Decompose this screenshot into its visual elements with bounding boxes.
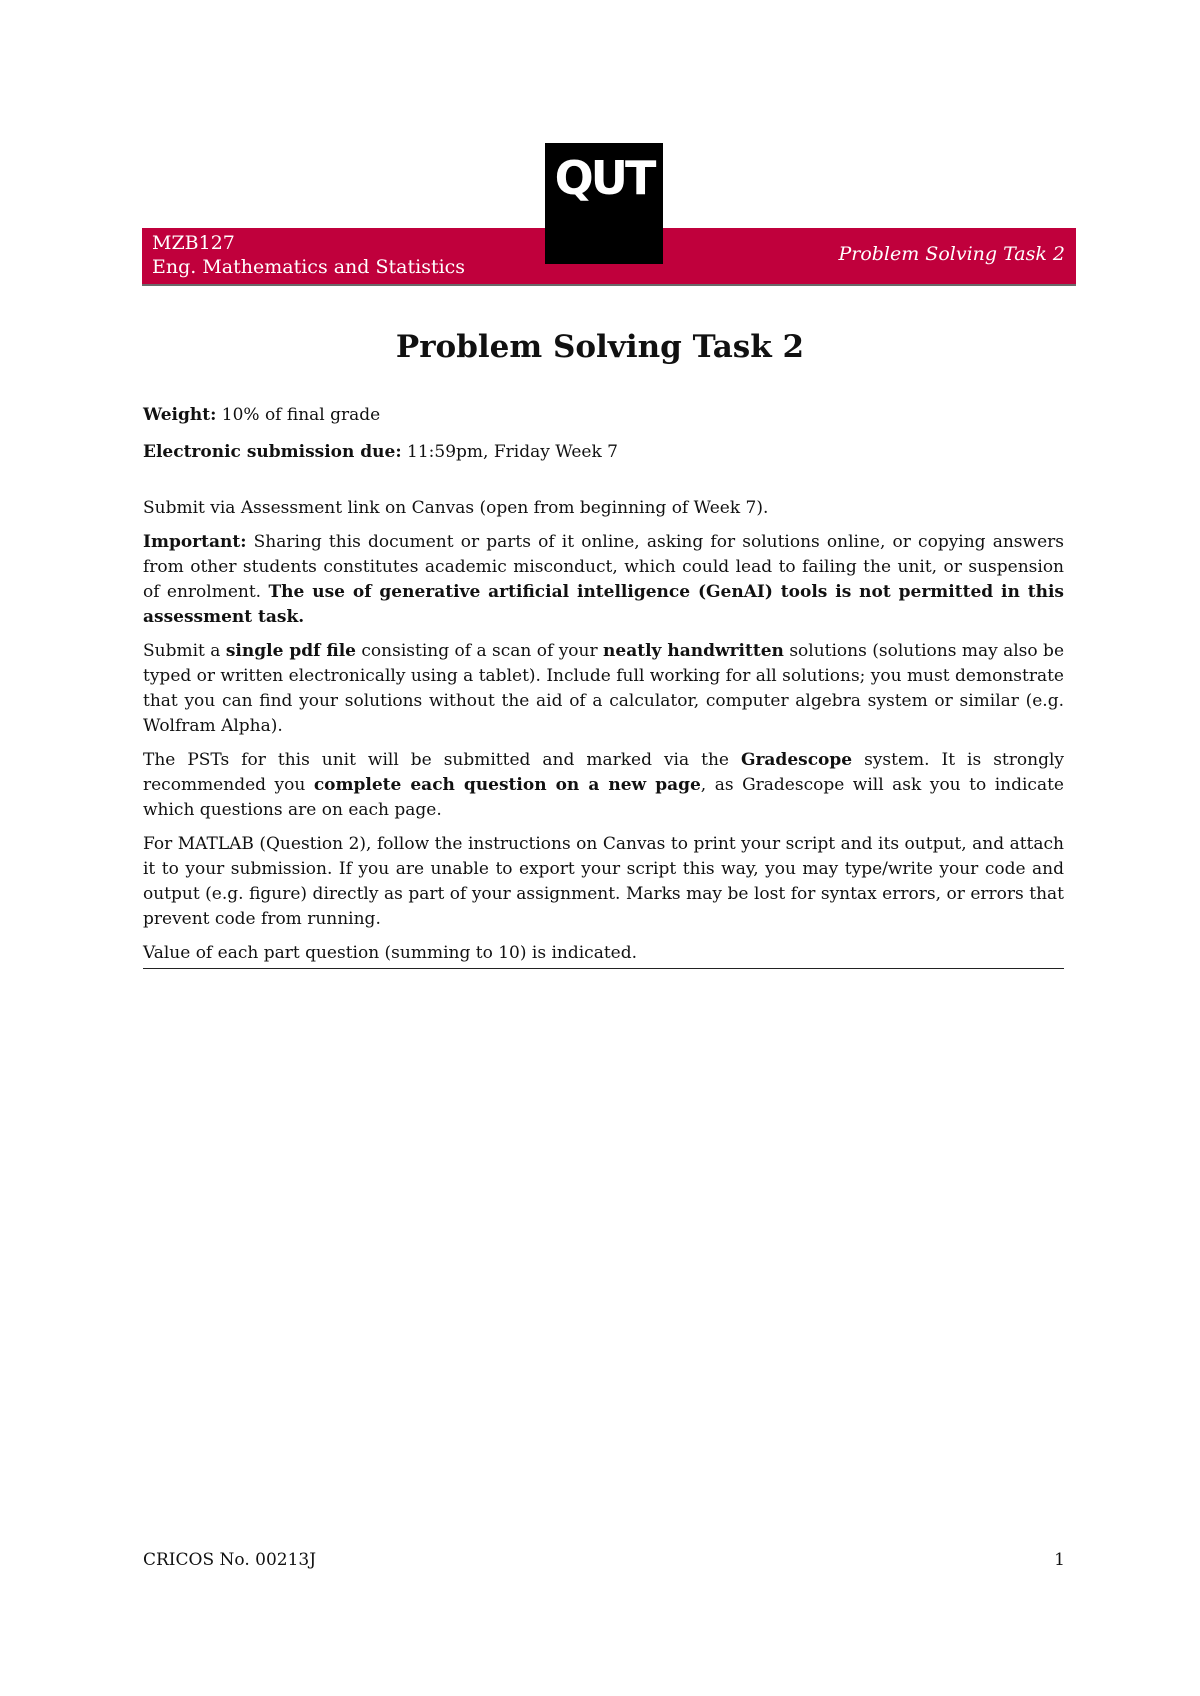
weight-line: [143, 404, 380, 426]
header-task-label: Problem Solving Task 2: [838, 243, 1065, 265]
paragraph-submit-via: [143, 496, 1064, 521]
document-title: Problem Solving Task 2: [395, 329, 805, 365]
due-value: 11:59pm, Friday Week 7: [401, 442, 618, 462]
emphasis: neatly handwritten: [603, 641, 784, 661]
due-label: Electronic submission due:: [143, 442, 402, 462]
paragraph-important: [143, 530, 1064, 630]
weight-label: Weight:: [143, 405, 217, 425]
weight-value: 10% of final grade: [216, 405, 381, 425]
paragraph-text: , as Gradescope will ask you to indicate which questions are on each page.: [143, 775, 1064, 820]
emphasis: Gradescope: [740, 750, 853, 770]
instructions: [143, 496, 1064, 969]
footer-cricos: CRICOS No. 00213J: [143, 1550, 317, 1570]
paragraph-submit-pdf: [143, 639, 1064, 739]
paragraph-text: The PSTs for this unit will be submitted and marked via the: [143, 750, 741, 770]
paragraph-value: [143, 941, 1064, 969]
course-code: MZB127: [152, 232, 235, 254]
paragraph-text: For MATLAB (Question 2), follow the instructions on Canvas to print your script and its output, and attach it to your submission. If you are unable to export your script this way, you may type/write your code and output (e.g. figure) directly as part of your assignment. Marks may be lost for syntax errors, or errors that prevent code from running.: [143, 834, 1064, 929]
paragraph-text: solutions (solutions may also be typed or written electronically using a tablet). Include full working for all solutions; you must demonstrate that you can find your solutions without the aid of a calculator, computer algebra system or similar (e.g. Wolfram Alpha).: [143, 641, 1065, 736]
emphasis: complete each question on a new page: [313, 775, 701, 795]
paragraph-text: Value of each part question (summing to 10) is indicated.: [143, 943, 638, 963]
important-label: Important:: [143, 532, 247, 552]
page-number: 1: [1054, 1550, 1065, 1570]
paragraph-gradescope: [143, 748, 1064, 823]
paragraph-text: Sharing this document or parts of it online, asking for solutions online, or copying answers from other students constitutes academic misconduct, which could lead to failing the unit, or suspension of enrolment.: [143, 532, 1064, 602]
course-name: Eng. Mathematics and Statistics: [152, 256, 466, 278]
paragraph-text: Submit a: [143, 641, 226, 661]
paragraph-matlab: [143, 832, 1064, 932]
paragraph-text: system. It is strongly recommended you: [143, 750, 1064, 795]
due-line: [143, 441, 618, 463]
paragraph-text: Submit via Assessment link on Canvas (open from beginning of Week 7).: [143, 498, 769, 518]
logo-text: QUT: [554, 151, 654, 205]
emphasis: single pdf file: [225, 641, 356, 661]
genai-warning: The use of generative artificial intelligence (GenAI) tools is not permitted in this assessment task.: [143, 582, 1065, 627]
paragraph-text: consisting of a scan of your: [355, 641, 604, 661]
qut-logo: [545, 143, 663, 264]
